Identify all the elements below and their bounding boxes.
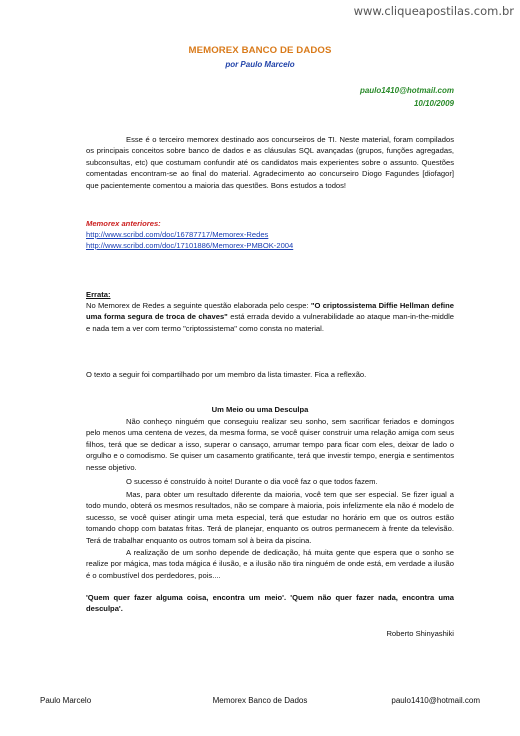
previous-memorex-heading: Memorex anteriores: — [86, 219, 161, 228]
footer-email: paulo1410@hotmail.com — [391, 696, 480, 705]
link-memorex-redes[interactable]: http://www.scribd.com/doc/16787717/Memorex-Redes — [86, 230, 269, 239]
errata-text-after: está errada devido a vulnerabilidade ao ataque man-in-the-middle e nada tem a ver com termo "criptossistema" como consta no material. — [86, 312, 455, 333]
article-paragraph-4: A realização de um sonho depende de dedicação, há muita gente que espera que o sonho se realize por mágica, mas toda mágica é ilusão, e a ilusão não tira ninguém de onde está, em verdade a ilusão é o combustível dos perdedores, pois.... — [86, 548, 454, 580]
author-email: paulo1410@hotmail.com — [359, 86, 454, 95]
footer-author: Paulo Marcelo — [40, 696, 92, 705]
document-title: MEMOREX BANCO DE DADOS — [188, 45, 332, 56]
article-paragraph-1: Não conheço ninguém que conseguiu realizar seu sonho, sem sacrificar feriados e domingos pelo menos uma centena de vezes, da mesma forma, se você quiser construir uma relação amiga com seus filhos, terá que se dedicar a isso, superar o cansaço, arrumar tempo para ficar com eles, deixar de lado o orgulho e o comodismo. Se quiser um casamento gratificante, terá que investir tempo, energia e sentimentos nesse objetivo. — [86, 417, 454, 472]
intro-paragraph: Esse é o terceiro memorex destinado aos concurseiros de TI. Neste material, foram compilados os principais conceitos sobre banco de dados e as cláusulas SQL avançadas (grupos, funções agregadas, subconsultas, etc) que costumam confundir até os candidatos mais experientes sobre o assunto. Questões comentadas encontram-se ao final do material. Agradecimento ao concurseiro Diogo Fagundes [diofagor] que pacientemente comentou a maioria das questões. Bons estudos a todos! — [86, 135, 454, 190]
article-title: Um Meio ou uma Desculpa — [211, 405, 309, 414]
errata-bold-quote: "O criptossistema Diffie Hellman define uma forma segura de troca de chaves" — [86, 301, 454, 322]
article-quote: 'Quem quer fazer alguma coisa, encontra um meio'. 'Quem não quer fazer nada, encontra uma desculpa'. — [86, 593, 454, 614]
article-paragraph-2: O sucesso é construído à noite! Durante o dia você faz o que todos fazem. — [126, 477, 378, 486]
document-date: 10/10/2009 — [413, 99, 454, 108]
errata-text-before: No Memorex de Redes a seguinte questão elaborada pelo cespe: — [86, 301, 311, 310]
watermark-url: www.cliqueapostilas.com.br — [353, 4, 514, 18]
footer-doc-title: Memorex Banco de Dados — [212, 696, 308, 705]
author-byline: por Paulo Marcelo — [225, 60, 295, 69]
errata-paragraph — [86, 300, 454, 334]
shared-note: O texto a seguir foi compartilhado por um membro da lista timaster. Fica a reflexão. — [86, 370, 367, 379]
article-author: Roberto Shinyashiki — [386, 629, 454, 638]
errata-heading: Errata: — [86, 290, 111, 299]
article-paragraph-3: Mas, para obter um resultado diferente da maioria, você tem que ser especial. Se fizer igual a todo mundo, obterá os mesmos resultados, não se compare à maioria, pois infelizmente ela não é modelo de sucesso, se você quiser atingir uma meta especial, terá que estudar no horário em que os outros estão tomando chopp com batatas fritas. Terá de planejar, enquanto os outros permanecem à frente da televisão. Terá de trabalhar enquanto os outros tomam sol à beira da piscina. — [86, 490, 454, 545]
link-memorex-pmbok[interactable]: http://www.scribd.com/doc/17101886/Memorex-PMBOK-2004 — [86, 241, 294, 250]
